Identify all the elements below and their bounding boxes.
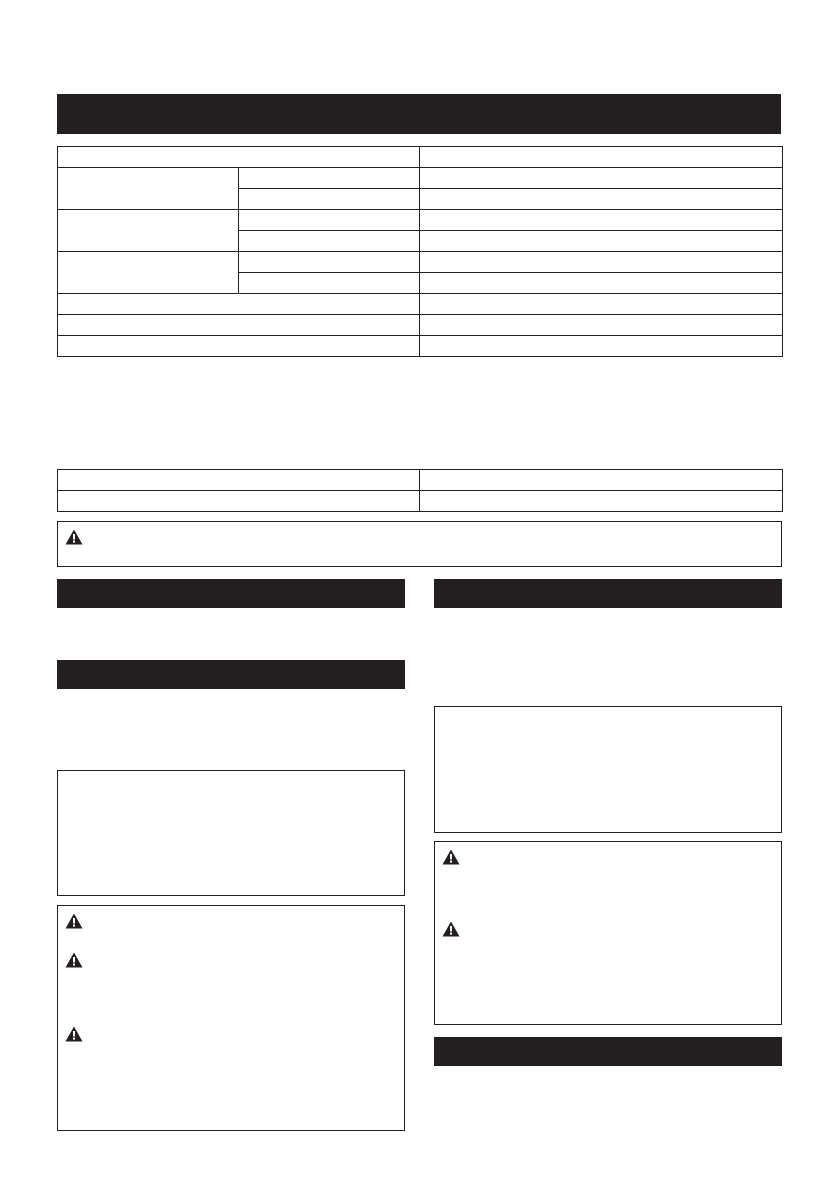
table-cell [420,491,783,512]
table-cell [239,189,420,210]
section-heading-bar [434,579,782,608]
table-cell [58,294,420,315]
table-cell [58,336,420,357]
warning-triangle-icon [65,913,83,929]
table-row [58,491,783,512]
warning-box [57,521,782,567]
table-cell [58,210,239,252]
table-cell [420,252,783,273]
table-cell [239,252,420,273]
section-heading-bar [57,579,405,608]
warning-triangle-icon [65,952,83,968]
table-cell [239,273,420,294]
caution-box [57,905,405,1131]
table-cell [420,470,783,491]
table-cell [420,294,783,315]
secondary-table [57,469,783,512]
table-cell [239,231,420,252]
warning-triangle-icon [65,529,83,545]
section-heading-bar [57,660,405,689]
table-row [58,470,783,491]
specification-table [57,146,783,357]
table-cell [420,231,783,252]
table-row [58,210,783,231]
table-cell [420,147,783,168]
table-cell [420,210,783,231]
warning-triangle-icon [442,921,460,937]
table-row [58,168,783,189]
warning-triangle-icon [65,1026,83,1042]
table-cell [58,315,420,336]
table-row [58,252,783,273]
table-cell [420,315,783,336]
table-cell [420,336,783,357]
table-cell [58,168,239,210]
table-cell [58,470,420,491]
warning-triangle-icon [442,849,460,865]
table-row [58,294,783,315]
table-row [58,315,783,336]
table-cell [420,168,783,189]
table-row [58,336,783,357]
section-heading-bar [434,1037,782,1066]
table-cell [58,491,420,512]
table-cell [239,210,420,231]
note-box [434,706,782,833]
caution-box [434,841,782,1025]
table-cell [420,189,783,210]
table-cell [239,168,420,189]
table-cell [420,273,783,294]
table-row [58,147,783,168]
table-cell [58,147,420,168]
title-bar [57,94,781,134]
table-cell [58,252,239,294]
note-box [57,770,405,896]
